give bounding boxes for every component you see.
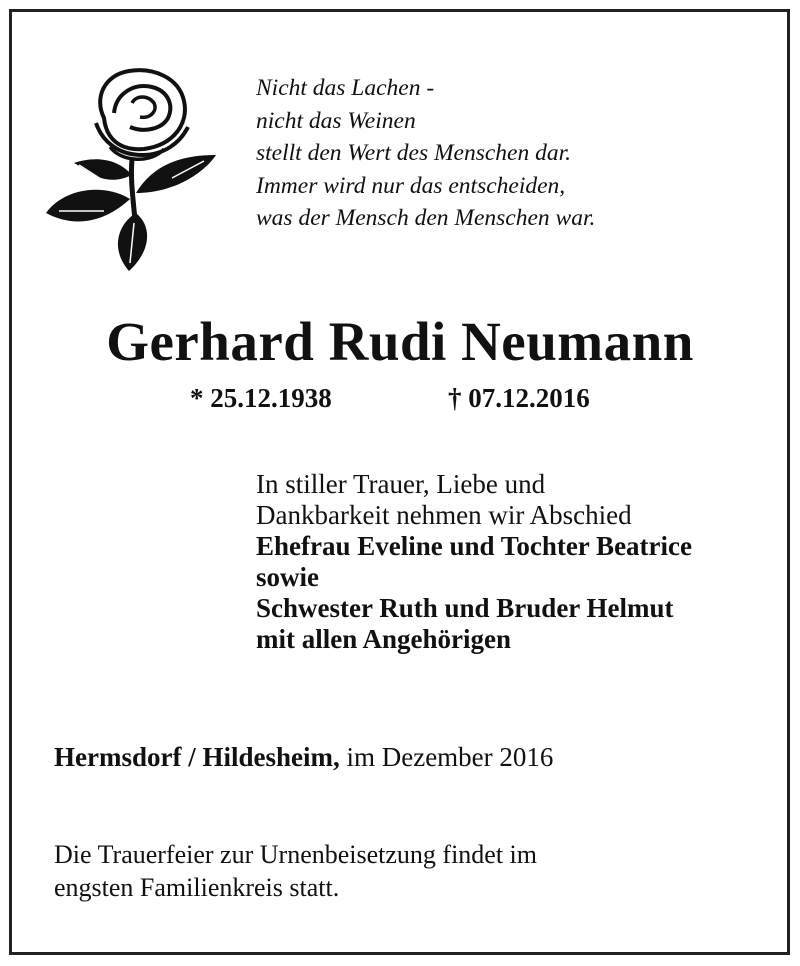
birth-date: * 25.12.1938 [190, 383, 332, 413]
memorial-poem [256, 72, 595, 235]
poem-line: Immer wird nur das entscheiden, [256, 172, 566, 199]
mourners-block [256, 469, 692, 655]
place-date: im Dezember 2016 [339, 742, 554, 772]
family-names: Schwester Ruth und Bruder Helmut [256, 593, 674, 623]
notice-line: engsten Familienkreis statt. [54, 873, 340, 902]
family-names: sowie [256, 562, 319, 592]
death-date: † 07.12.2016 [448, 383, 590, 413]
mourners-intro: In stiller Trauer, Liebe und [256, 469, 546, 499]
mourners-intro: Dankbarkeit nehmen wir Abschied [256, 500, 632, 530]
family-names: mit allen Angehörigen [256, 624, 511, 654]
poem-line: stellt den Wert des Menschen dar. [256, 140, 572, 166]
funeral-notice [54, 838, 537, 904]
family-names: Ehefrau Eveline und Tochter Beatrice [256, 531, 692, 561]
poem-line: nicht das Weinen [256, 107, 416, 134]
deceased-name: Gerhard Rudi Neumann [106, 311, 694, 372]
notice-line: Die Trauerfeier zur Urnenbeisetzung findet im [54, 840, 538, 869]
place-and-date [54, 742, 553, 773]
rose-icon [44, 63, 220, 275]
poem-line: Nicht das Lachen - [256, 75, 435, 101]
place-location: Hermsdorf / Hildesheim, [54, 742, 340, 772]
poem-line: was der Mensch den Menschen war. [256, 205, 596, 231]
